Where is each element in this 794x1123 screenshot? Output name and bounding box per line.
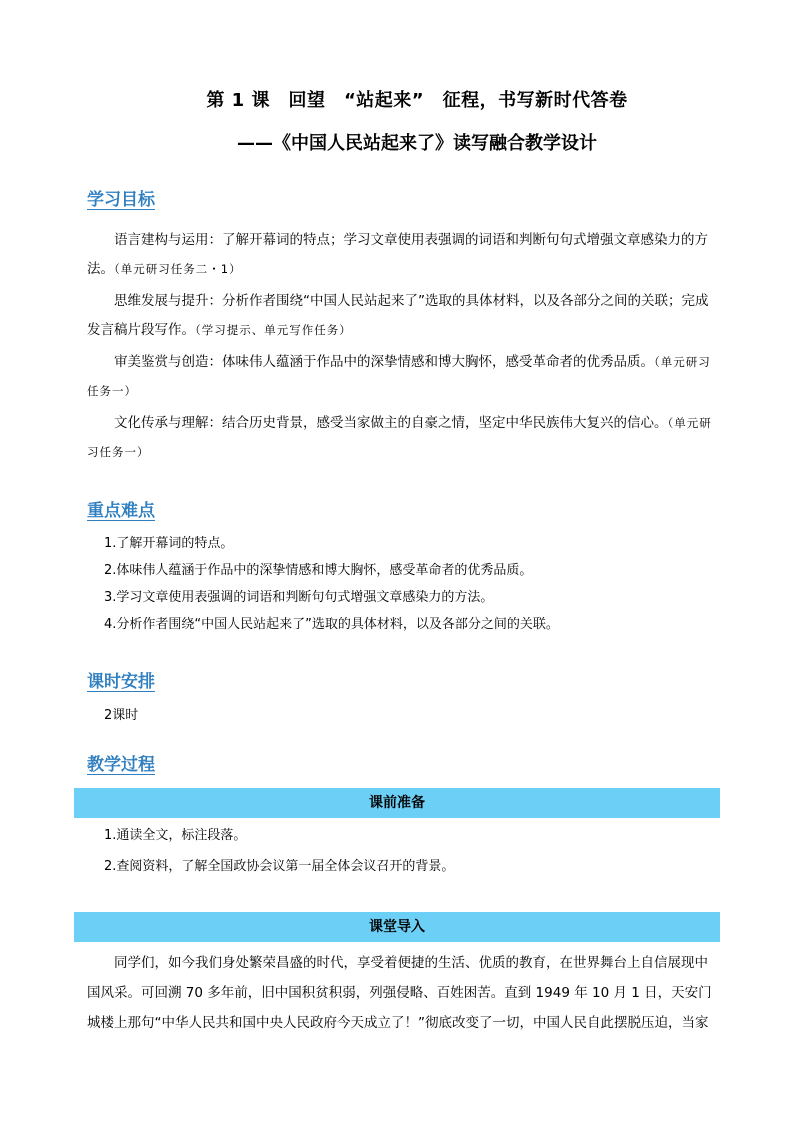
list-item: 2.体味伟人蕴涵于作品中的深挚情感和博大胸怀，感受革命者的优秀品质。 bbox=[104, 563, 533, 578]
goal-tag: （单元研习任务二・1） bbox=[114, 262, 242, 276]
process-heading: 教学过程 bbox=[87, 755, 155, 775]
goal-item-3 bbox=[87, 348, 721, 406]
intro-paragraph: 同学们，如今我们身处繁荣昌盛的时代，享受着便捷的生活、优质的教育，在世界舞台上自信展现中国风采。可回溯 70 多年前，旧中国积贫积弱，列强侵略、百姓困苦。直到 1949 年 10 月 1 日，天安门城楼上那句“中华人民共和国中央人民政府今天成立了！”彻底改变了一切，中国人民自此摆脱压迫，当家 bbox=[87, 955, 712, 1031]
keypoints-list bbox=[104, 530, 559, 638]
list-item: 4.分析作者围绕“中国人民站起来了”选取的具体材料，以及各部分之间的关联。 bbox=[104, 617, 559, 632]
prep-banner: 课前准备 bbox=[74, 788, 720, 818]
goal-text: 思维发展与提升：分析作者围绕“中国人民站起来了”选取的具体材料，以及各部分之间的关联；完成发言稿片段写作。 bbox=[87, 293, 709, 338]
list-item: 1.通读全文，标注段落。 bbox=[104, 828, 247, 843]
goal-tag: （学习提示、单元写作任务） bbox=[195, 323, 352, 337]
keypoints-heading: 重点难点 bbox=[87, 501, 155, 521]
lesson-title: 第 1 课 回望 “站起来” 征程，书写新时代答卷 bbox=[206, 90, 628, 111]
goal-text: 审美鉴赏与创造：体味伟人蕴涵于作品中的深挚情感和博大胸怀，感受革命者的优秀品质。 bbox=[114, 354, 654, 370]
lesson-subtitle: ——《中国人民站起来了》读写融合教学设计 bbox=[237, 133, 597, 154]
goal-tag: （单元研习任务一） bbox=[87, 355, 711, 398]
goal-item-1 bbox=[87, 226, 721, 284]
goals-heading: 学习目标 bbox=[87, 190, 155, 210]
goal-text: 语言建构与运用：了解开幕词的特点；学习文章使用表强调的词语和判断句句式增强文章感染力的方法。 bbox=[87, 232, 708, 277]
goal-text: 文化传承与理解：结合历史背景，感受当家做主的自豪之情，坚定中华民族伟大复兴的信心。 bbox=[114, 415, 668, 431]
prep-list bbox=[104, 822, 454, 880]
goal-item-2 bbox=[87, 287, 721, 345]
goal-tag: （单元研习任务一） bbox=[87, 416, 712, 459]
schedule-value: 2课时 bbox=[104, 708, 139, 723]
goal-item-4 bbox=[87, 409, 721, 467]
list-item: 3.学习文章使用表强调的词语和判断句句式增强文章感染力的方法。 bbox=[104, 590, 494, 605]
schedule-heading: 课时安排 bbox=[87, 672, 155, 692]
intro-banner: 课堂导入 bbox=[74, 912, 720, 942]
list-item: 2.查阅资料，了解全国政协会议第一届全体会议召开的背景。 bbox=[104, 859, 455, 874]
list-item: 1.了解开幕词的特点。 bbox=[104, 536, 234, 551]
